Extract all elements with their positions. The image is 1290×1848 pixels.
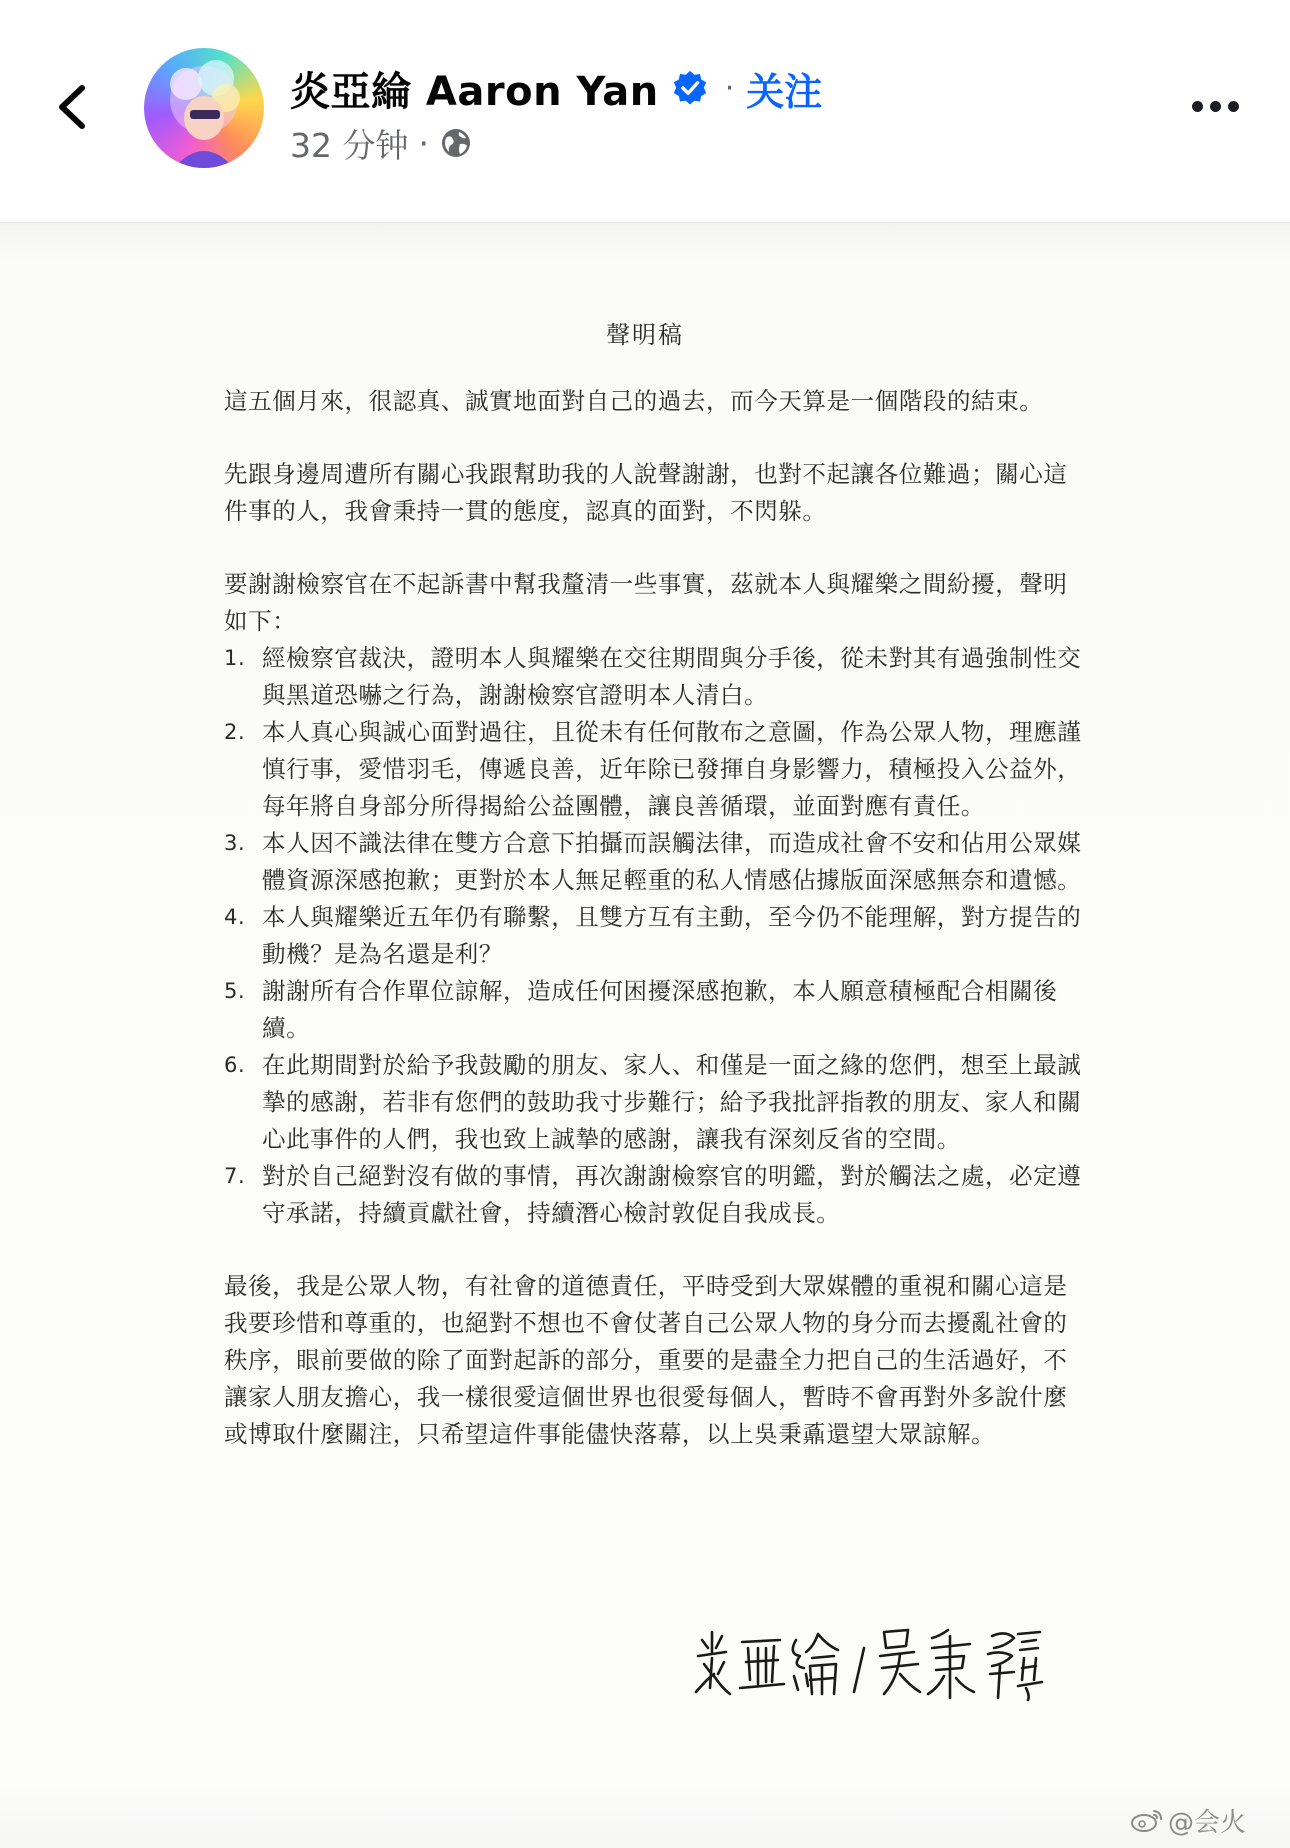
back-button[interactable] xyxy=(46,82,96,132)
name-separator: · xyxy=(724,70,735,106)
list-item xyxy=(224,1158,1084,1232)
weibo-watermark xyxy=(1130,1803,1246,1837)
more-options-icon-dot-2 xyxy=(1210,101,1221,112)
document-paragraph-3: 要謝謝檢察官在不起訴書中幫我釐清一些事實，茲就本人與耀樂之間紛擾，聲明如下： xyxy=(224,570,1068,635)
document-body xyxy=(224,383,1084,1453)
list-item-text: 經檢察官裁決，證明本人與耀樂在交往期間與分手後，從未對其有過強制性交與黑道恐嚇之行為，謝謝檢察官證明本人清白。 xyxy=(262,644,1082,709)
back-chevron-icon xyxy=(56,84,86,130)
list-item xyxy=(224,825,1084,899)
list-item-number: 6. xyxy=(224,1053,246,1077)
globe-icon xyxy=(439,126,473,160)
list-item-text: 本人因不識法律在雙方合意下拍攝而誤觸法律，而造成社會不安和佔用公眾媒體資源深感抱歉；更對於本人無足輕重的私人情感佔據版面深感無奈和遺憾。 xyxy=(262,829,1082,894)
list-item-number: 4. xyxy=(224,905,246,929)
statement-document-image[interactable] xyxy=(0,223,1290,1848)
list-item xyxy=(224,640,1084,714)
follow-button[interactable]: 关注 xyxy=(746,69,823,114)
more-options-icon-dot-3 xyxy=(1228,101,1239,112)
document-paragraph-2: 先跟身邊周遭所有關心我跟幫助我的人說聲謝謝，也對不起讓各位難過；關心這件事的人，我會秉持一貫的態度，認真的面對，不閃躲。 xyxy=(224,460,1068,525)
post-header xyxy=(0,0,1290,223)
list-item-text: 謝謝所有合作單位諒解，造成任何困擾深感抱歉，本人願意積極配合相關後續。 xyxy=(262,977,1058,1042)
post-timestamp[interactable]: 32 分钟 xyxy=(290,125,409,165)
list-item-number: 3. xyxy=(224,831,246,855)
list-item-text: 本人真心與誠心面對過往，且從未有任何散布之意圖，作為公眾人物，理應謹慎行事，愛惜羽毛，傳遞良善，近年除已發揮自身影響力，積極投入公益外，每年將自身部分所得揭給公益團體，讓良善循環，並面對應有責任。 xyxy=(262,718,1082,820)
author-row xyxy=(290,60,822,116)
more-options-icon-dot-1 xyxy=(1192,101,1203,112)
list-item-number: 7. xyxy=(224,1164,246,1188)
verified-badge-icon xyxy=(671,69,709,107)
weibo-logo-icon xyxy=(1130,1807,1164,1833)
document-paragraph-1: 這五個月來，很認真、誠實地面對自己的過去，而今天算是一個階段的結束。 xyxy=(224,387,1044,415)
avatar[interactable] xyxy=(144,48,264,168)
list-item xyxy=(224,973,1084,1047)
list-item xyxy=(224,1047,1084,1158)
list-item-text: 在此期間對於給予我鼓勵的朋友、家人、和僅是一面之緣的您們，想至上最誠摯的感謝，若非有您們的鼓助我寸步難行；給予我批評指教的朋友、家人和關心此事件的人們，我也致上誠摯的感謝，讓我有深刻反省的空間。 xyxy=(262,1051,1082,1153)
meta-separator: · xyxy=(418,123,429,163)
list-item-text: 本人與耀樂近五年仍有聯繫，且雙方互有主動，至今仍不能理解，對方提告的動機？是為名還是利？ xyxy=(262,903,1082,968)
list-item-text: 對於自己絕對沒有做的事情，再次謝謝檢察官的明鑑，對於觸法之處，必定遵守承諾，持續貢獻社會，持續潛心檢討敦促自我成長。 xyxy=(262,1162,1082,1227)
list-item-number: 2. xyxy=(224,720,246,744)
avatar-character-icon xyxy=(144,48,264,168)
watermark-text: @会火 xyxy=(1168,1807,1247,1838)
handwritten-signature xyxy=(688,1618,1048,1708)
document-title: 聲明稿 xyxy=(606,321,684,349)
list-item xyxy=(224,714,1084,825)
list-item-number: 1. xyxy=(224,646,246,670)
author-name[interactable]: 炎亞綸 Aaron Yan xyxy=(290,68,659,115)
list-item-number: 5. xyxy=(224,979,246,1003)
statement-list xyxy=(224,640,1084,1232)
more-options-button[interactable] xyxy=(1180,86,1250,126)
list-item xyxy=(224,899,1084,973)
post-meta xyxy=(290,118,473,168)
document-closing-paragraph: 最後，我是公眾人物，有社會的道德責任，平時受到大眾媒體的重視和關心這是我要珍惜和尊重的，也絕對不想也不會仗著自己公眾人物的身分而去擾亂社會的秩序，眼前要做的除了面對起訴的部分，重要的是盡全力把自己的生活過好，不讓家人朋友擔心，我一樣很愛這個世界也很愛每個人，暫時不會再對外多說什麼或博取什麼關注，只希望這件事能儘快落幕，以上吳秉鼒還望大眾諒解。 xyxy=(224,1272,1068,1448)
